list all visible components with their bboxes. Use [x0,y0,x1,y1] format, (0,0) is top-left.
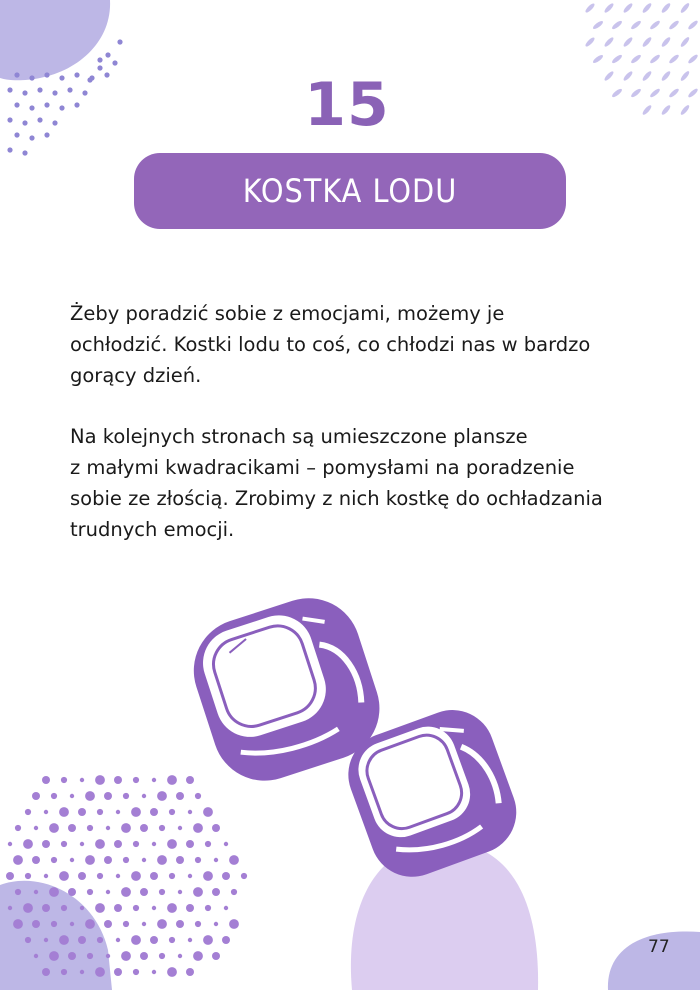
decor-dot [106,890,110,894]
decor-dot [15,825,21,831]
decor-dot [123,793,129,799]
decor-dot [133,969,139,975]
decor-dot [142,794,146,798]
decor-dot [167,839,177,849]
decor-dash [687,53,699,64]
decor-dot [105,52,110,57]
paragraph-instructions: Na kolejnych stronach są umieszczone plansze z małymi kwadracikami – pomysłami na poradzenie sobie ze złością. Zrobimy z nich kostkę do ochładzania trudnych emocji. [70,425,603,541]
decor-dash [668,19,680,30]
decor-dot [157,791,167,801]
decor-dot [114,968,122,976]
decor-dot [68,888,76,896]
decor-dot [205,841,211,847]
decor-dot [176,792,184,800]
chapter-number: 15 [304,70,390,140]
decor-dot [131,807,141,817]
decor-dot [80,842,84,846]
decor-dot [61,777,67,783]
decor-dot [188,874,192,878]
decor-dot [140,824,148,832]
decor-dot [188,810,192,814]
decor-dot [25,809,31,815]
decor-dash [679,36,690,48]
decor-dot [106,954,110,958]
decor-dot [85,855,95,865]
decor-dot [114,776,122,784]
decor-dot [203,807,213,817]
decor-dot [13,855,23,865]
decor-dot [117,39,122,44]
decor-dot [42,840,50,848]
decor-dot [70,794,74,798]
chapter-title-banner [134,153,566,229]
decor-dot [68,952,76,960]
decor-dot [104,920,112,928]
decor-dot [32,856,40,864]
decor-dot [195,857,201,863]
decor-dot [59,871,69,881]
decor-dot [152,842,156,846]
decor-dot [68,824,76,832]
decor-dot [159,889,165,895]
decor-dot [140,888,148,896]
decor-dot [176,920,184,928]
decor-dot [142,922,146,926]
decor-dash [649,19,661,30]
decor-dash [592,20,604,31]
decor-dot [150,872,158,880]
decor-dot [97,937,103,943]
decor-dot [178,954,182,958]
decor-dot [42,904,50,912]
decor-dot [229,919,239,929]
decor-dot [178,826,182,830]
decor-dot [241,873,247,879]
decor-dot [44,810,48,814]
decor-dot [112,60,117,65]
decor-dot [116,810,120,814]
decor-dash [668,53,680,64]
decor-dash [622,36,633,48]
decor-dot [212,824,220,832]
decor-dot [167,775,177,785]
decor-dash [592,54,604,65]
decor-dot [32,792,40,800]
decor-dot [188,938,192,942]
decor-dot [133,905,139,911]
decor-dash [584,2,596,14]
decor-dot [203,935,213,945]
decor-dot [152,970,156,974]
decor-dot [104,856,112,864]
decor-dot [157,855,167,865]
chapter-title: KOSTKA LODU [242,172,458,210]
decor-dot [85,791,95,801]
decor-dot [8,906,12,910]
decor-dot [224,842,228,846]
top-left-blob [0,0,110,80]
decor-dot [95,967,105,977]
decor-dash [649,53,661,64]
decor-dot [167,967,177,977]
decor-dot [70,922,74,926]
decor-dot [169,809,175,815]
decor-dot [229,855,239,865]
decor-dot [193,887,203,897]
decor-dot [59,935,69,945]
decor-dot [140,952,148,960]
decor-dot [123,857,129,863]
decor-dash [687,19,699,30]
ice-cubes-icon [180,585,528,889]
decor-dash [679,2,690,14]
decor-dot [8,842,12,846]
decor-dot [195,793,201,799]
decor-dot [23,839,33,849]
decor-dot [42,776,50,784]
decor-dot [80,906,84,910]
decor-dot [34,890,38,894]
decor-dash [660,2,671,14]
decor-dash [660,36,671,48]
decor-dot [167,903,177,913]
decor-dot [159,953,165,959]
decor-dot [87,825,93,831]
decor-dash [641,36,652,48]
decor-dot [49,823,59,833]
decor-dot [49,887,59,897]
decor-dot [224,906,228,910]
decor-dot [6,872,14,880]
decor-dot [78,872,86,880]
decor-dot [152,778,156,782]
decor-dot [25,937,31,943]
decor-dash [603,2,615,14]
decor-dot [13,919,23,929]
decor-dot [7,147,12,152]
decor-dot [133,841,139,847]
decor-dot [222,872,230,880]
paragraph-intro: Żeby poradzić sobie z emocjami, możemy je ochłodzić. Kostki lodu to coś, co chłodzi nas w bardzo gorący dzień. [70,302,591,387]
decor-dot [131,871,141,881]
bottom-left-blob [0,881,112,990]
decor-dash [603,36,615,48]
decor-dot [44,938,48,942]
decor-dot [61,969,67,975]
decor-dot [205,905,211,911]
decor-dot [61,905,67,911]
decor-dot [169,873,175,879]
decor-dot [203,871,213,881]
decor-dot [123,921,129,927]
decor-dot [152,906,156,910]
decor-dot [78,808,86,816]
decor-dot [193,951,203,961]
decor-dot [121,823,131,833]
decor-dash [641,2,652,14]
decor-dot [186,776,194,784]
decor-dot [95,903,105,913]
decor-dot [193,823,203,833]
decor-dot [121,951,131,961]
decor-dot [114,904,122,912]
decor-dot [87,953,93,959]
decor-dot [116,938,120,942]
decor-dot [51,857,57,863]
decor-dot [116,874,120,878]
decor-dot [195,921,201,927]
decor-dash [611,54,623,65]
decor-dot [121,887,131,897]
decor-dot [70,858,74,862]
decor-dot [150,808,158,816]
decor-dot [169,937,175,943]
decor-dot [157,919,167,929]
decor-dot [34,954,38,958]
decor-dot [186,968,194,976]
decor-dot [159,825,165,831]
decor-dot [51,921,57,927]
decor-dot [87,889,93,895]
decor-dot [186,904,194,912]
decor-dash [584,36,596,48]
decor-dot [214,922,218,926]
decor-dot [59,807,69,817]
decor-dot [80,970,84,974]
decor-dot [23,903,33,913]
decor-dot [44,874,48,878]
decor-dot [214,858,218,862]
decor-dot [97,873,103,879]
decor-dash [622,2,633,14]
body-text [70,298,670,575]
decor-dot [212,952,220,960]
decor-dot [131,935,141,945]
decor-dot [114,840,122,848]
decor-dot [95,775,105,785]
decor-dot [212,888,220,896]
decor-dot [15,889,21,895]
decor-dot [150,936,158,944]
decor-dot [178,890,182,894]
decor-dot [142,858,146,862]
decor-dot [97,809,103,815]
decor-dot [32,920,40,928]
decor-dash [611,20,623,31]
decor-dash [630,20,642,31]
decor-dot [85,919,95,929]
decor-dot [51,793,57,799]
decor-dot [97,57,102,62]
decor-dot [80,778,84,782]
decor-dot [78,936,86,944]
decor-dot [95,839,105,849]
decor-dot [42,968,50,976]
page-number: 77 [648,937,670,957]
decor-dot [106,826,110,830]
decor-dot [34,826,38,830]
decor-dot [25,873,31,879]
decor-dot [22,150,27,155]
decor-dot [61,841,67,847]
decor-dot [49,951,59,961]
decor-dot [104,792,112,800]
decor-dot [222,936,230,944]
decor-dash [630,54,642,65]
decor-dot [176,856,184,864]
decor-dot [231,889,237,895]
decor-dot [186,840,194,848]
decor-dot [133,777,139,783]
